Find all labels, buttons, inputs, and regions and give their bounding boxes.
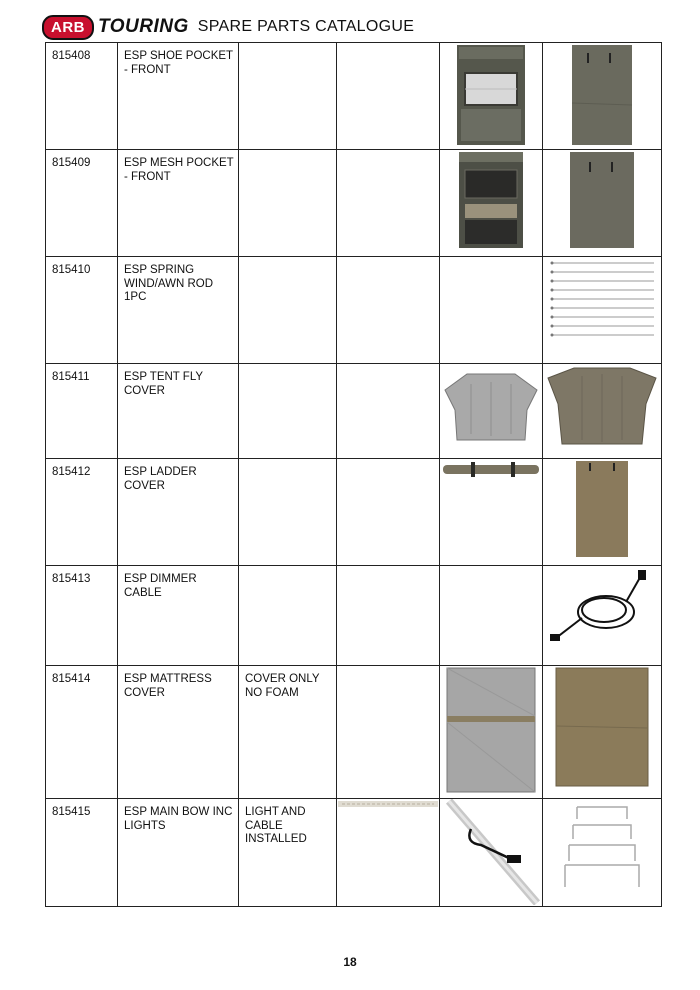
description-cell bbox=[118, 459, 239, 566]
mattress-cover-khaki-photo bbox=[552, 666, 652, 790]
page-header bbox=[42, 14, 414, 40]
extra-cell bbox=[337, 566, 440, 666]
tent-fly-khaki-photo bbox=[544, 364, 660, 448]
part-number: 815412 bbox=[52, 466, 91, 478]
notes-cell bbox=[239, 566, 337, 666]
part-number-cell bbox=[46, 364, 118, 459]
extra-cell bbox=[337, 364, 440, 459]
part-notes bbox=[239, 566, 336, 573]
part-number: 815410 bbox=[52, 264, 91, 276]
description-cell bbox=[118, 566, 239, 666]
image-cell bbox=[543, 459, 662, 566]
notes-cell bbox=[239, 459, 337, 566]
extra-cell bbox=[337, 43, 440, 150]
image-cell bbox=[440, 364, 543, 459]
notes-cell bbox=[239, 364, 337, 459]
part-number: 815413 bbox=[52, 573, 91, 585]
part-number-cell bbox=[46, 566, 118, 666]
part-number-cell bbox=[46, 43, 118, 150]
touring-logo: TOURING bbox=[98, 16, 189, 37]
part-number-cell bbox=[46, 459, 118, 566]
part-notes bbox=[239, 364, 336, 371]
image-cell bbox=[440, 566, 543, 666]
notes-cell bbox=[239, 799, 337, 907]
part-notes bbox=[239, 459, 336, 466]
part-number: 815408 bbox=[52, 50, 91, 62]
ladder-cover-flat-photo bbox=[572, 459, 632, 559]
description-cell bbox=[118, 666, 239, 799]
description-cell bbox=[118, 364, 239, 459]
image-cell bbox=[543, 257, 662, 364]
dimmer-cable-photo bbox=[546, 566, 658, 646]
part-notes: COVER ONLY NO FOAM bbox=[245, 673, 320, 699]
table-row bbox=[46, 257, 662, 364]
image-cell bbox=[440, 459, 543, 566]
shoe-pocket-closed-photo bbox=[570, 43, 634, 147]
part-description: ESP MAIN BOW INC LIGHTS bbox=[124, 806, 233, 832]
part-number: 815414 bbox=[52, 673, 91, 685]
image-cell bbox=[543, 799, 662, 907]
part-number-cell bbox=[46, 150, 118, 257]
arb-logo: ARB bbox=[42, 15, 94, 40]
part-description: ESP DIMMER CABLE bbox=[124, 573, 197, 599]
mesh-pocket-closed-photo bbox=[566, 150, 638, 250]
part-description: ESP SHOE POCKET - FRONT bbox=[124, 50, 233, 76]
extra-cell bbox=[337, 799, 440, 907]
image-cell bbox=[440, 257, 543, 364]
parts-table bbox=[45, 42, 662, 907]
description-cell bbox=[118, 799, 239, 907]
table-row bbox=[46, 43, 662, 150]
main-bow-frames-photo bbox=[557, 799, 647, 895]
part-description: ESP SPRING WIND/AWN ROD 1PC bbox=[124, 264, 214, 303]
image-cell bbox=[543, 364, 662, 459]
part-notes bbox=[239, 43, 336, 50]
image-cell bbox=[543, 150, 662, 257]
part-number-cell bbox=[46, 257, 118, 364]
table-row bbox=[46, 566, 662, 666]
mesh-pocket-open-photo bbox=[455, 150, 527, 250]
extra-cell bbox=[337, 150, 440, 257]
mattress-cover-grey-photo bbox=[443, 666, 539, 794]
description-cell bbox=[118, 150, 239, 257]
part-number: 815411 bbox=[52, 371, 90, 383]
page-title: SPARE PARTS CATALOGUE bbox=[197, 18, 415, 35]
tent-fly-grey-photo bbox=[441, 364, 541, 444]
image-cell bbox=[543, 566, 662, 666]
extra-cell bbox=[337, 257, 440, 364]
part-notes bbox=[239, 257, 336, 264]
main-bow-cable-photo bbox=[441, 799, 541, 905]
table-row bbox=[46, 666, 662, 799]
cable-detail-photo bbox=[338, 799, 438, 809]
image-cell bbox=[440, 150, 543, 257]
part-notes bbox=[239, 150, 336, 157]
table-row bbox=[46, 799, 662, 907]
page-number: 18 bbox=[343, 955, 357, 969]
notes-cell bbox=[239, 150, 337, 257]
table-row bbox=[46, 150, 662, 257]
extra-cell bbox=[337, 666, 440, 799]
image-cell bbox=[440, 799, 543, 907]
image-cell bbox=[543, 43, 662, 150]
part-number-cell bbox=[46, 799, 118, 907]
part-number-cell bbox=[46, 666, 118, 799]
description-cell bbox=[118, 43, 239, 150]
image-cell bbox=[440, 666, 543, 799]
notes-cell bbox=[239, 666, 337, 799]
image-cell bbox=[440, 43, 543, 150]
spring-rods-photo bbox=[546, 257, 658, 339]
part-description: ESP TENT FLY COVER bbox=[124, 371, 203, 397]
table-row bbox=[46, 459, 662, 566]
part-number: 815415 bbox=[52, 806, 91, 818]
table-row bbox=[46, 364, 662, 459]
part-notes: LIGHT AND CABLE INSTALLED bbox=[245, 806, 307, 845]
part-description: ESP MESH POCKET - FRONT bbox=[124, 157, 234, 183]
part-number: 815409 bbox=[52, 157, 91, 169]
part-description: ESP LADDER COVER bbox=[124, 466, 197, 492]
shoe-pocket-open-photo bbox=[453, 43, 529, 147]
description-cell bbox=[118, 257, 239, 364]
part-description: ESP MATTRESS COVER bbox=[124, 673, 212, 699]
extra-cell bbox=[337, 459, 440, 566]
ladder-cover-rolled-photo bbox=[441, 459, 541, 479]
notes-cell bbox=[239, 43, 337, 150]
notes-cell bbox=[239, 257, 337, 364]
image-cell bbox=[543, 666, 662, 799]
